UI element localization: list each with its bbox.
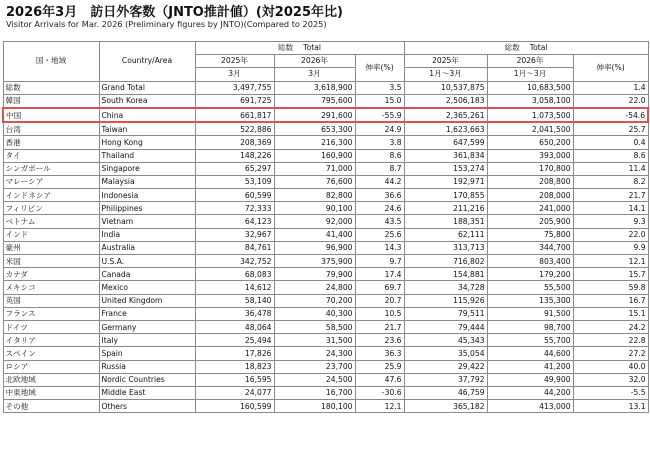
- march-2025-value: 84,761: [195, 241, 274, 254]
- cumulative-growth-value: 9.3: [573, 215, 648, 228]
- march-growth-value: 15.0: [355, 94, 404, 108]
- march-2025-value: 3,497,755: [195, 81, 274, 94]
- region-name-en: Hong Kong: [99, 136, 195, 149]
- table-row: [3, 149, 648, 162]
- march-2025-value: 25,494: [195, 334, 274, 347]
- march-2026-value: 180,100: [274, 400, 355, 413]
- cumulative-2026-value: 135,300: [487, 294, 573, 307]
- cumulative-2025-value: 2,506,183: [404, 94, 487, 108]
- table-row: [3, 294, 648, 307]
- header-cum-2025-year: 2025年: [404, 55, 487, 68]
- cumulative-2026-value: 170,800: [487, 162, 573, 175]
- region-name-en: India: [99, 228, 195, 241]
- cumulative-growth-value: 15.1: [573, 307, 648, 320]
- cumulative-2025-value: 361,834: [404, 149, 487, 162]
- march-growth-value: 24.6: [355, 202, 404, 215]
- march-growth-value: 44.2: [355, 175, 404, 188]
- table-row: [3, 189, 648, 202]
- visitor-arrivals-table: [2, 41, 649, 413]
- table-row: [3, 268, 648, 281]
- cumulative-2025-value: 153,274: [404, 162, 487, 175]
- march-2026-value: 31,500: [274, 334, 355, 347]
- cumulative-2026-value: 55,500: [487, 281, 573, 294]
- region-name-jp: フランス: [3, 307, 99, 320]
- region-name-jp: その他: [3, 400, 99, 413]
- header-2025-period: 3月: [195, 68, 274, 81]
- cumulative-2025-value: 79,444: [404, 320, 487, 333]
- table-row: [3, 386, 648, 399]
- cumulative-2026-value: 344,700: [487, 241, 573, 254]
- cumulative-2026-value: 208,000: [487, 189, 573, 202]
- cumulative-2026-value: 241,000: [487, 202, 573, 215]
- march-growth-value: 20.7: [355, 294, 404, 307]
- cumulative-2025-value: 46,759: [404, 386, 487, 399]
- cumulative-2025-value: 37,792: [404, 373, 487, 386]
- cumulative-growth-value: 13.1: [573, 400, 648, 413]
- region-name-en: Middle East: [99, 386, 195, 399]
- region-name-en: Indonesia: [99, 189, 195, 202]
- march-2025-value: 72,333: [195, 202, 274, 215]
- region-name-en: Malaysia: [99, 175, 195, 188]
- cumulative-growth-value: 22.8: [573, 334, 648, 347]
- table-row: [3, 307, 648, 320]
- table-row: [3, 122, 648, 136]
- march-2025-value: 661,817: [195, 108, 274, 122]
- cumulative-2025-value: 716,802: [404, 255, 487, 268]
- cumulative-2026-value: 91,500: [487, 307, 573, 320]
- march-2025-value: 17,826: [195, 347, 274, 360]
- region-name-en: United Kingdom: [99, 294, 195, 307]
- cumulative-2025-value: 2,365,261: [404, 108, 487, 122]
- table-row: [3, 400, 648, 413]
- region-name-jp: フィリピン: [3, 202, 99, 215]
- cumulative-growth-value: 0.4: [573, 136, 648, 149]
- march-2026-value: 24,300: [274, 347, 355, 360]
- region-name-en: Nordic Countries: [99, 373, 195, 386]
- march-2025-value: 16,595: [195, 373, 274, 386]
- region-name-jp: シンガポール: [3, 162, 99, 175]
- march-growth-value: 3.5: [355, 81, 404, 94]
- table-row: [3, 202, 648, 215]
- cumulative-2025-value: 62,111: [404, 228, 487, 241]
- march-growth-value: 36.3: [355, 347, 404, 360]
- table-row: [3, 81, 648, 94]
- header-region-en: Country/Area: [99, 42, 195, 82]
- march-2026-value: 41,400: [274, 228, 355, 241]
- march-2026-value: 3,618,900: [274, 81, 355, 94]
- table-row: [3, 360, 648, 373]
- march-2025-value: 68,083: [195, 268, 274, 281]
- region-name-jp: スペイン: [3, 347, 99, 360]
- cumulative-2025-value: 313,713: [404, 241, 487, 254]
- cumulative-growth-value: 24.2: [573, 320, 648, 333]
- region-name-en: South Korea: [99, 94, 195, 108]
- region-name-jp: マレーシア: [3, 175, 99, 188]
- cumulative-2026-value: 55,700: [487, 334, 573, 347]
- cumulative-2026-value: 413,000: [487, 400, 573, 413]
- march-growth-value: 21.7: [355, 320, 404, 333]
- header-cum-2025-period: 1月～3月: [404, 68, 487, 81]
- table-row: [3, 215, 648, 228]
- header-growth: 伸率(%): [355, 55, 404, 81]
- region-name-jp: 英国: [3, 294, 99, 307]
- region-name-en: Singapore: [99, 162, 195, 175]
- cumulative-2025-value: 154,881: [404, 268, 487, 281]
- march-2025-value: 691,725: [195, 94, 274, 108]
- cumulative-growth-value: -5.5: [573, 386, 648, 399]
- region-name-en: Philippines: [99, 202, 195, 215]
- region-name-en: Italy: [99, 334, 195, 347]
- march-2026-value: 71,000: [274, 162, 355, 175]
- cumulative-2025-value: 170,855: [404, 189, 487, 202]
- cumulative-2026-value: 208,800: [487, 175, 573, 188]
- region-name-en: Vietnam: [99, 215, 195, 228]
- march-growth-value: 25.9: [355, 360, 404, 373]
- cumulative-growth-value: -54.6: [573, 108, 648, 122]
- header-2026-year: 2026年: [274, 55, 355, 68]
- cumulative-2025-value: 365,182: [404, 400, 487, 413]
- march-2025-value: 342,752: [195, 255, 274, 268]
- header-cum-growth: 伸率(%): [573, 55, 648, 81]
- march-2026-value: 24,500: [274, 373, 355, 386]
- march-2026-value: 16,700: [274, 386, 355, 399]
- cumulative-2026-value: 205,900: [487, 215, 573, 228]
- cumulative-2025-value: 211,216: [404, 202, 487, 215]
- march-2025-value: 60,599: [195, 189, 274, 202]
- region-name-en: Taiwan: [99, 122, 195, 136]
- header-cumulative-total: 総数 Total: [404, 42, 648, 55]
- region-name-en: Others: [99, 400, 195, 413]
- region-name-en: Germany: [99, 320, 195, 333]
- march-2026-value: 70,200: [274, 294, 355, 307]
- table-row: [3, 255, 648, 268]
- region-name-jp: 韓国: [3, 94, 99, 108]
- march-2026-value: 82,800: [274, 189, 355, 202]
- region-name-en: Spain: [99, 347, 195, 360]
- march-growth-value: 23.6: [355, 334, 404, 347]
- cumulative-2025-value: 115,926: [404, 294, 487, 307]
- cumulative-2026-value: 98,700: [487, 320, 573, 333]
- march-2025-value: 522,886: [195, 122, 274, 136]
- march-2025-value: 208,369: [195, 136, 274, 149]
- march-growth-value: 36.6: [355, 189, 404, 202]
- page-subtitle: Visitor Arrivals for Mar. 2026 (Preliminary figures by JNTO)(Compared to 2025): [6, 19, 327, 29]
- march-growth-value: 14.3: [355, 241, 404, 254]
- table-row: [3, 228, 648, 241]
- table-row: [3, 175, 648, 188]
- march-2026-value: 90,100: [274, 202, 355, 215]
- region-name-jp: ロシア: [3, 360, 99, 373]
- table-row: [3, 162, 648, 175]
- cumulative-growth-value: 21.7: [573, 189, 648, 202]
- cumulative-2026-value: 1,073,500: [487, 108, 573, 122]
- march-2026-value: 216,300: [274, 136, 355, 149]
- cumulative-2026-value: 393,000: [487, 149, 573, 162]
- march-2025-value: 24,077: [195, 386, 274, 399]
- region-name-jp: 中国: [3, 108, 99, 122]
- cumulative-2025-value: 79,511: [404, 307, 487, 320]
- march-growth-value: 43.5: [355, 215, 404, 228]
- march-2025-value: 148,226: [195, 149, 274, 162]
- march-2025-value: 160,599: [195, 400, 274, 413]
- march-2025-value: 18,823: [195, 360, 274, 373]
- cumulative-2025-value: 29,422: [404, 360, 487, 373]
- march-2025-value: 65,297: [195, 162, 274, 175]
- cumulative-growth-value: 9.9: [573, 241, 648, 254]
- region-name-jp: イタリア: [3, 334, 99, 347]
- cumulative-growth-value: 12.1: [573, 255, 648, 268]
- cumulative-growth-value: 1.4: [573, 81, 648, 94]
- region-name-jp: 北欧地域: [3, 373, 99, 386]
- march-growth-value: 3.8: [355, 136, 404, 149]
- march-2026-value: 291,600: [274, 108, 355, 122]
- march-growth-value: 17.4: [355, 268, 404, 281]
- march-2026-value: 795,600: [274, 94, 355, 108]
- table-row: [3, 94, 648, 108]
- cumulative-growth-value: 8.2: [573, 175, 648, 188]
- cumulative-growth-value: 8.6: [573, 149, 648, 162]
- cumulative-2025-value: 192,971: [404, 175, 487, 188]
- table-body: [3, 81, 648, 413]
- march-growth-value: 8.7: [355, 162, 404, 175]
- cumulative-2026-value: 2,041,500: [487, 122, 573, 136]
- cumulative-growth-value: 40.0: [573, 360, 648, 373]
- region-name-en: Canada: [99, 268, 195, 281]
- march-2026-value: 96,900: [274, 241, 355, 254]
- table-row: [3, 373, 648, 386]
- header-2025-year: 2025年: [195, 55, 274, 68]
- region-name-jp: インド: [3, 228, 99, 241]
- region-name-jp: メキシコ: [3, 281, 99, 294]
- cumulative-2026-value: 10,683,500: [487, 81, 573, 94]
- cumulative-growth-value: 22.0: [573, 94, 648, 108]
- cumulative-2025-value: 35,054: [404, 347, 487, 360]
- region-name-jp: 豪州: [3, 241, 99, 254]
- march-growth-value: 47.6: [355, 373, 404, 386]
- header-region-jp: 国・地域: [3, 42, 99, 82]
- cumulative-growth-value: 59.8: [573, 281, 648, 294]
- region-name-en: Thailand: [99, 149, 195, 162]
- march-2026-value: 653,300: [274, 122, 355, 136]
- march-growth-value: 10.5: [355, 307, 404, 320]
- cumulative-2026-value: 3,058,100: [487, 94, 573, 108]
- cumulative-2025-value: 45,343: [404, 334, 487, 347]
- march-growth-value: 25.6: [355, 228, 404, 241]
- march-2025-value: 48,064: [195, 320, 274, 333]
- march-growth-value: 8.6: [355, 149, 404, 162]
- march-growth-value: 9.7: [355, 255, 404, 268]
- region-name-jp: カナダ: [3, 268, 99, 281]
- march-growth-value: 24.9: [355, 122, 404, 136]
- region-name-en: China: [99, 108, 195, 122]
- march-growth-value: 69.7: [355, 281, 404, 294]
- cumulative-2026-value: 44,200: [487, 386, 573, 399]
- cumulative-2025-value: 10,537,875: [404, 81, 487, 94]
- cumulative-growth-value: 15.7: [573, 268, 648, 281]
- region-name-en: France: [99, 307, 195, 320]
- table-row-china-highlighted: [3, 108, 648, 122]
- cumulative-2025-value: 34,728: [404, 281, 487, 294]
- march-2026-value: 58,500: [274, 320, 355, 333]
- cumulative-2026-value: 650,200: [487, 136, 573, 149]
- region-name-jp: 総数: [3, 81, 99, 94]
- march-2026-value: 160,900: [274, 149, 355, 162]
- march-2026-value: 92,000: [274, 215, 355, 228]
- march-2025-value: 32,967: [195, 228, 274, 241]
- cumulative-2025-value: 1,623,663: [404, 122, 487, 136]
- header-month-total: 総数 Total: [195, 42, 404, 55]
- cumulative-growth-value: 25.7: [573, 122, 648, 136]
- march-2026-value: 40,300: [274, 307, 355, 320]
- table-row: [3, 334, 648, 347]
- region-name-jp: インドネシア: [3, 189, 99, 202]
- cumulative-2025-value: 647,599: [404, 136, 487, 149]
- march-2025-value: 64,123: [195, 215, 274, 228]
- region-name-jp: 中東地域: [3, 386, 99, 399]
- table-row: [3, 136, 648, 149]
- header-cum-2026-period: 1月～3月: [487, 68, 573, 81]
- march-2025-value: 53,109: [195, 175, 274, 188]
- march-growth-value: -30.6: [355, 386, 404, 399]
- cumulative-2026-value: 44,600: [487, 347, 573, 360]
- cumulative-2026-value: 803,400: [487, 255, 573, 268]
- region-name-jp: 香港: [3, 136, 99, 149]
- table-row: [3, 241, 648, 254]
- header-cum-2026-year: 2026年: [487, 55, 573, 68]
- cumulative-growth-value: 22.0: [573, 228, 648, 241]
- cumulative-growth-value: 16.7: [573, 294, 648, 307]
- table-row: [3, 320, 648, 333]
- table-row: [3, 281, 648, 294]
- march-2026-value: 24,800: [274, 281, 355, 294]
- region-name-en: Grand Total: [99, 81, 195, 94]
- region-name-jp: 米国: [3, 255, 99, 268]
- cumulative-growth-value: 14.1: [573, 202, 648, 215]
- page-title: 2026年3月 訪日外客数（JNTO推計値）(対2025年比): [6, 5, 343, 20]
- region-name-jp: タイ: [3, 149, 99, 162]
- region-name-jp: ドイツ: [3, 320, 99, 333]
- header-2026-period: 3月: [274, 68, 355, 81]
- region-name-en: U.S.A.: [99, 255, 195, 268]
- region-name-en: Russia: [99, 360, 195, 373]
- march-2026-value: 23,700: [274, 360, 355, 373]
- cumulative-2026-value: 41,200: [487, 360, 573, 373]
- table-row: [3, 347, 648, 360]
- march-2026-value: 375,900: [274, 255, 355, 268]
- march-2025-value: 14,612: [195, 281, 274, 294]
- march-2025-value: 36,478: [195, 307, 274, 320]
- march-2026-value: 79,900: [274, 268, 355, 281]
- cumulative-growth-value: 27.2: [573, 347, 648, 360]
- region-name-en: Mexico: [99, 281, 195, 294]
- cumulative-2026-value: 179,200: [487, 268, 573, 281]
- cumulative-2025-value: 188,351: [404, 215, 487, 228]
- march-growth-value: 12.1: [355, 400, 404, 413]
- march-2025-value: 58,140: [195, 294, 274, 307]
- table-header: [3, 42, 648, 82]
- cumulative-growth-value: 11.4: [573, 162, 648, 175]
- cumulative-2026-value: 75,800: [487, 228, 573, 241]
- region-name-jp: ベトナム: [3, 215, 99, 228]
- region-name-en: Australia: [99, 241, 195, 254]
- march-growth-value: -55.9: [355, 108, 404, 122]
- region-name-jp: 台湾: [3, 122, 99, 136]
- cumulative-2026-value: 49,900: [487, 373, 573, 386]
- cumulative-growth-value: 32.0: [573, 373, 648, 386]
- march-2026-value: 76,600: [274, 175, 355, 188]
- visitor-table-container: [2, 41, 647, 413]
